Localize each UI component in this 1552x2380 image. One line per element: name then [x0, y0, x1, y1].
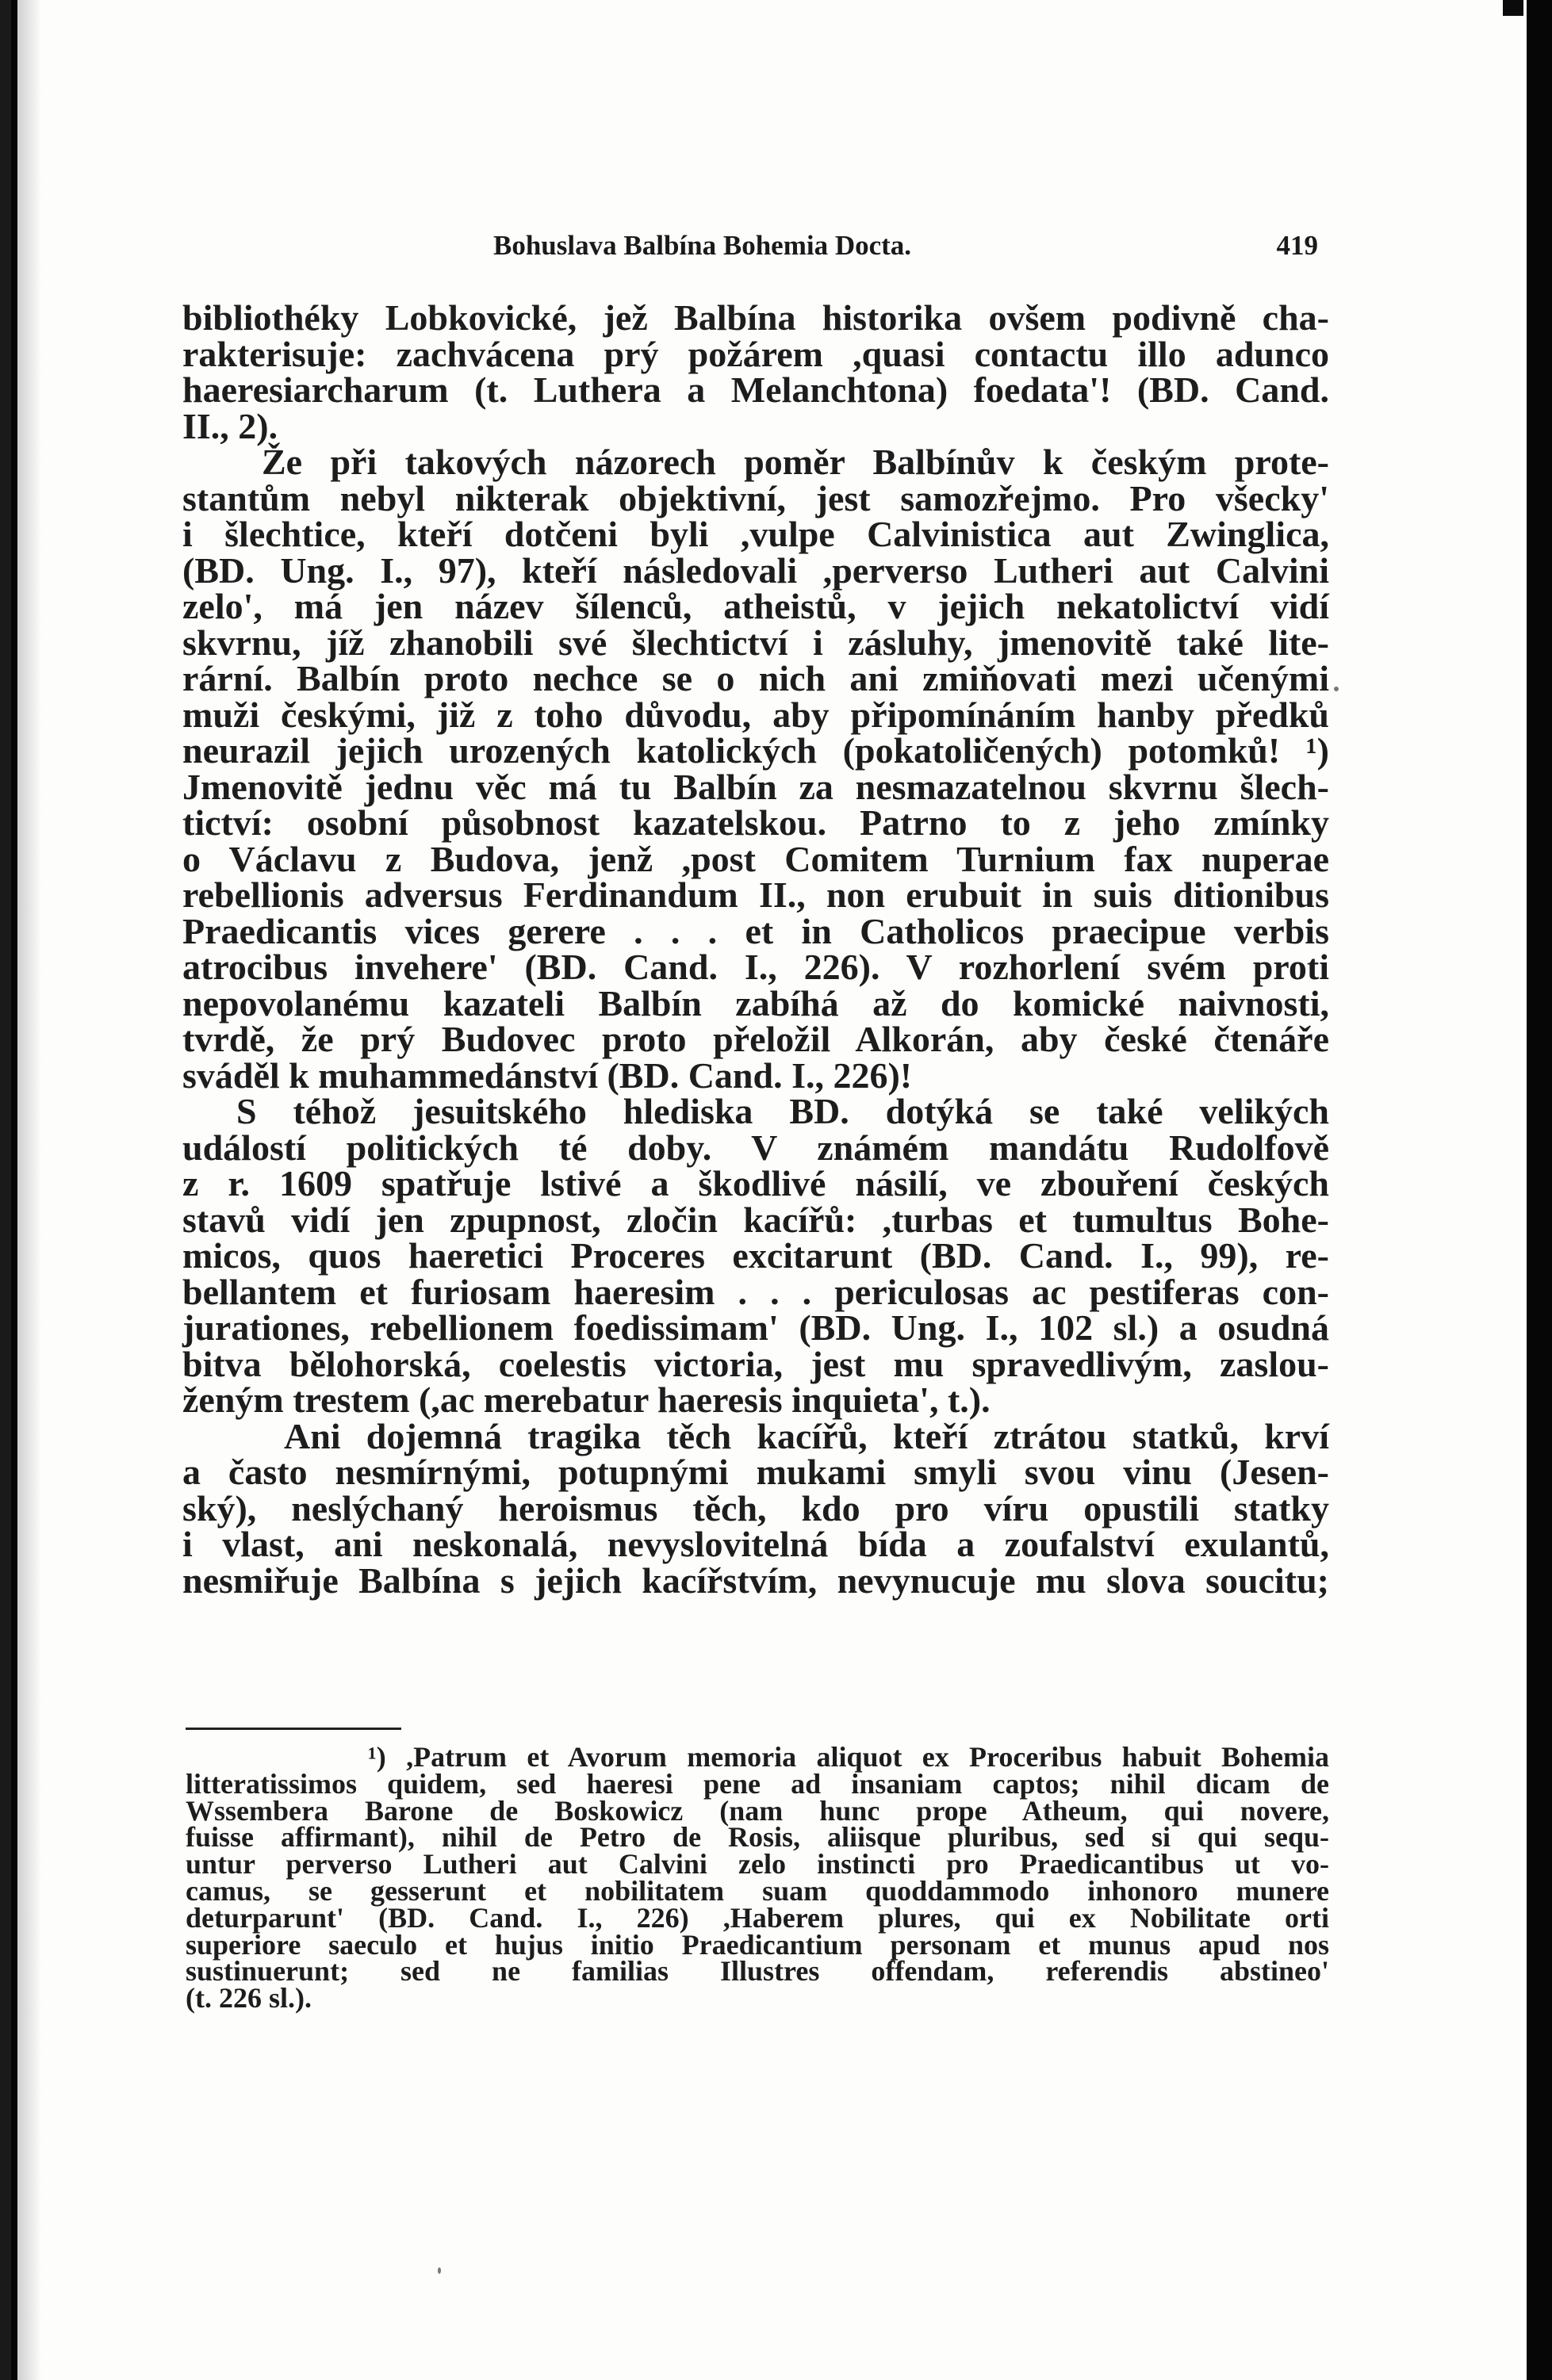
- scan-frame-edge: [0, 0, 11, 2380]
- text-line: Že při takových názorech poměr Balbínův k českým prote-: [262, 442, 1329, 482]
- text-line: zelo', má jen název šílenců, atheistů, v jejich nekatolictví vidí: [182, 586, 1329, 626]
- footnote-line: superiore saeculo et hujus initio Praedicantium personam et munus apud nos: [186, 1928, 1329, 1961]
- text-line: jurationes, rebellionem foedissimam' (BD. Ung. I., 102 sl.) a osudná: [182, 1307, 1329, 1348]
- text-line: Jmenovitě jednu věc má tu Balbín za nesmazatelnou skvrnu šlech-: [182, 766, 1329, 807]
- text-line: bellantem et furiosam haeresim . . . periculosas ac pestiferas con-: [182, 1271, 1329, 1312]
- text-line: tvrdě, že prý Budovec proto přeložil Alkorán, aby české čtenáře: [182, 1019, 1329, 1059]
- text-line: i vlast, ani neskonalá, nevyslovitelná bída a zoufalství exulantů,: [182, 1524, 1329, 1564]
- book-page: [17, 0, 1527, 2380]
- text-line: rární. Balbín proto nechce se o nich ani zmiňovati mezi učenými: [182, 658, 1329, 698]
- text-line: S téhož jesuitského hlediska BD. dotýká se také velikých: [236, 1091, 1329, 1131]
- footnote-line: camus, se gesserunt et nobilitatem suam quoddammodo inhonoro munere: [186, 1874, 1329, 1907]
- text-line: atrocibus invehere' (BD. Cand. I., 226). V rozhorlení svém proti: [182, 947, 1329, 987]
- text-line: ský), neslýchaný heroismus těch, kdo pro víru opustili statky: [182, 1487, 1329, 1529]
- text-line: z r. 1609 spatřuje lstivé a škodlivé násilí, ve zbouření českých: [182, 1163, 1329, 1203]
- text-line: neurazil jejich urozených katolických (pokatoličených) potomků! ¹): [182, 730, 1329, 771]
- footnote-line: ¹) ,Patrum et Avorum memoria aliquot ex Proceribus habuit Bohemia: [368, 1741, 1329, 1773]
- footnote-line: deturparunt' (BD. Cand. I., 226) ,Haberem plures, qui ex Nobilitate orti: [186, 1901, 1329, 1934]
- text-line: bibliothéky Lobkovické, jež Balbína historika ovšem podivně cha-: [182, 297, 1329, 338]
- footnote-separator: [186, 1728, 401, 1730]
- footnote-line: sustinuerunt; sed ne familias Illustres offendam, referendis abstineo': [186, 1955, 1329, 1988]
- footnote-line: fuisse affirmant), nihil de Petro de Rosis, aliisque pluribus, sed si qui sequ-: [186, 1821, 1329, 1854]
- text-line: rakterisuje: zachvácena prý požárem ,quasi contactu illo adunco: [182, 333, 1329, 374]
- footnotes: [186, 1741, 1329, 2015]
- text-line: nepovolanému kazateli Balbín zabíhá až do komické naivnosti,: [182, 982, 1329, 1024]
- text-line: skvrnu, jíž zhanobili své šlechtictví i zásluhy, jmenovitě také lite-: [182, 622, 1329, 663]
- text-line: událostí politických té doby. V známém mandátu Rudolfově: [182, 1127, 1329, 1168]
- text-line: Ani dojemná tragika těch kacířů, kteří ztrátou statků, krví: [284, 1415, 1329, 1456]
- footnote-line: litteratissimos quidem, sed haeresi pene ad insaniam captos; nihil dicam de: [186, 1767, 1329, 1800]
- footnote-line: untur perverso Lutheri aut Calvini zelo instincti pro Praedicantibus ut vo-: [186, 1848, 1329, 1881]
- text-line: muži českými, již z toho důvodu, aby připomínáním hanby předků: [182, 694, 1329, 735]
- text-line: ženým trestem (,ac merebatur haeresis inquieta', t.).: [182, 1379, 991, 1420]
- scan-speck: [1334, 687, 1339, 691]
- text-line: stavů vidí jen zpupnost, zločin kacířů: ,turbas et tumultus Bohe-: [182, 1199, 1329, 1240]
- text-line: i šlechtice, kteří dotčeni byli ,vulpe Calvinistica aut Zwinglica,: [182, 514, 1329, 554]
- text-line: micos, quos haeretici Proceres excitarunt (BD. Cand. I., 99), re-: [182, 1235, 1329, 1276]
- text-line: nesmiřuje Balbína s jejich kacířstvím, nevynucuje mu slova soucitu;: [182, 1559, 1329, 1601]
- running-header: [493, 230, 1318, 270]
- text-line: Praedicantis vices gerere . . . et in Catholicos praecipue verbis: [182, 910, 1329, 951]
- footnote-line: (t. 226 sl.).: [186, 1982, 312, 2015]
- page-number: 419: [1276, 230, 1318, 261]
- text-line: stantům nebyl nikterak objektivní, jest samozřejmo. Pro všecky': [182, 477, 1329, 518]
- text-line: II., 2).: [182, 405, 278, 446]
- text-line: a často nesmírnými, potupnými mukami smyli svou vinu (Jesen-: [182, 1452, 1329, 1492]
- footnote-line: Wssembera Barone de Boskowicz (nam hunc prope Atheum, qui novere,: [186, 1794, 1329, 1827]
- text-line: sváděl k muhammedánství (BD. Cand. I., 226)!: [182, 1054, 913, 1096]
- spine-shadow: [17, 0, 41, 2380]
- text-line: tictví: osobní působnost kazatelskou. Patrno to z jeho zmínky: [182, 802, 1329, 843]
- text-line: o Václavu z Budova, jenž ,post Comitem Turnium fax nuperae: [182, 838, 1329, 879]
- text-line: bitva bělohorská, coelestis victoria, jest mu spravedlivým, zaslou-: [182, 1343, 1329, 1384]
- scan-speck: [438, 2267, 441, 2274]
- text-line: (BD. Ung. I., 97), kteří následovali ,perverso Lutheri aut Calvini: [182, 549, 1329, 591]
- scan-corner-mark: [1503, 0, 1523, 16]
- text-line: haeresiarcharum (t. Luthera a Melanchtona) foedata'! (BD. Cand.: [182, 369, 1329, 410]
- text-line: rebellionis adversus Ferdinandum II., non erubuit in suis ditionibus: [182, 874, 1329, 915]
- main-text: [182, 297, 1329, 1601]
- running-title: Bohuslava Balbína Bohemia Docta.: [493, 230, 912, 261]
